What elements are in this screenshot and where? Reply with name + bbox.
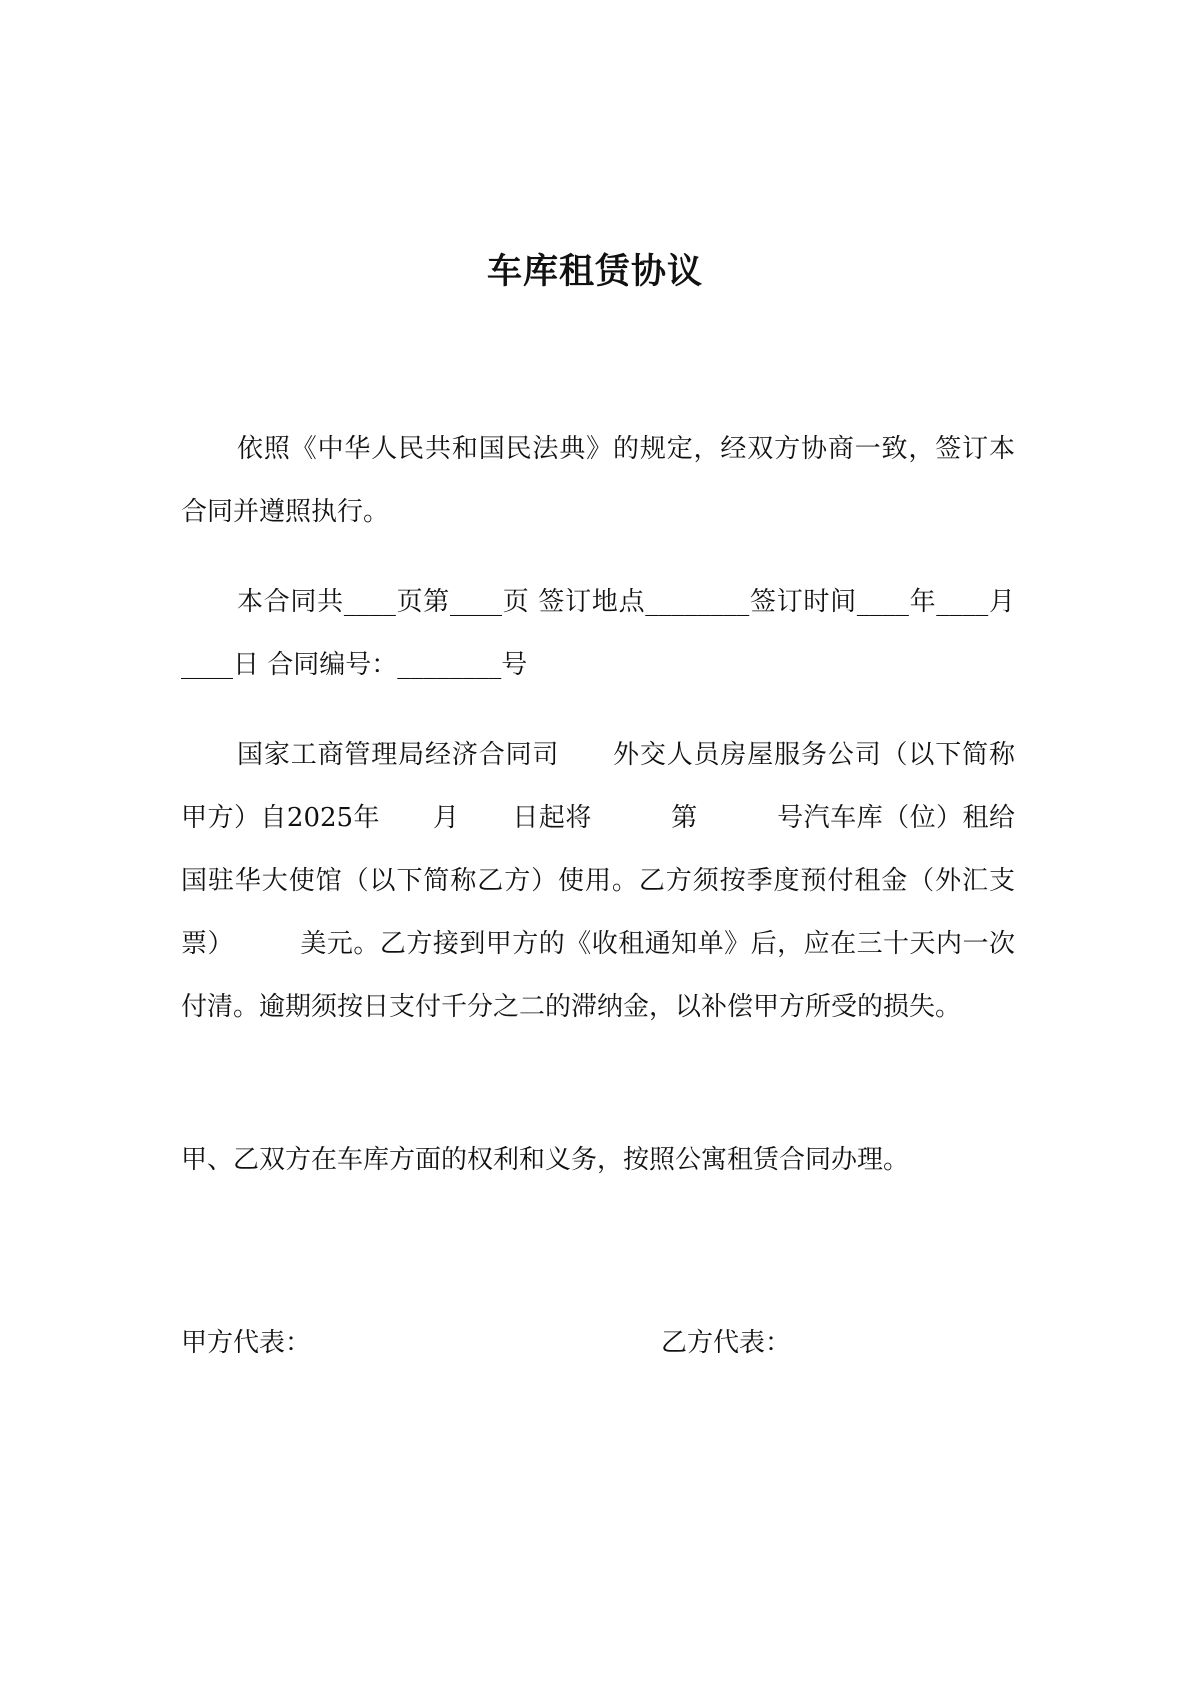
lease-terms-paragraph: 国家工商管理局经济合同司 外交人员房屋服务公司（以下简称甲方）自2025年 月 日起将 第 号汽车库（位）租给国驻华大使馆（以下简称乙方）使用。乙方须按季度预付租金（外汇支票） 美元。乙方接到甲方的《收租通知单》后，应在三十天内一次付清。逾期须按日支付千分之二的滞纳金，以补偿甲方所受的损失。 (181, 740, 1015, 1022)
contract-info-paragraph: 本合同共____页第____页 签订地点________签订时间____年____月____日 合同编号：________号 (181, 587, 1015, 680)
preamble-paragraph: 依照《中华人民共和国民法典》的规定，经双方协商一致，签订本合同并遵照执行。 (181, 434, 1015, 527)
document-title: 车库租赁协议 (486, 251, 703, 292)
party-a-signature-label: 甲方代表： (181, 1328, 312, 1358)
rights-obligations-paragraph: 甲、乙双方在车库方面的权利和义务，按照公寓租赁合同办理。 (181, 1145, 910, 1175)
party-b-signature-label: 乙方代表： (661, 1328, 792, 1358)
